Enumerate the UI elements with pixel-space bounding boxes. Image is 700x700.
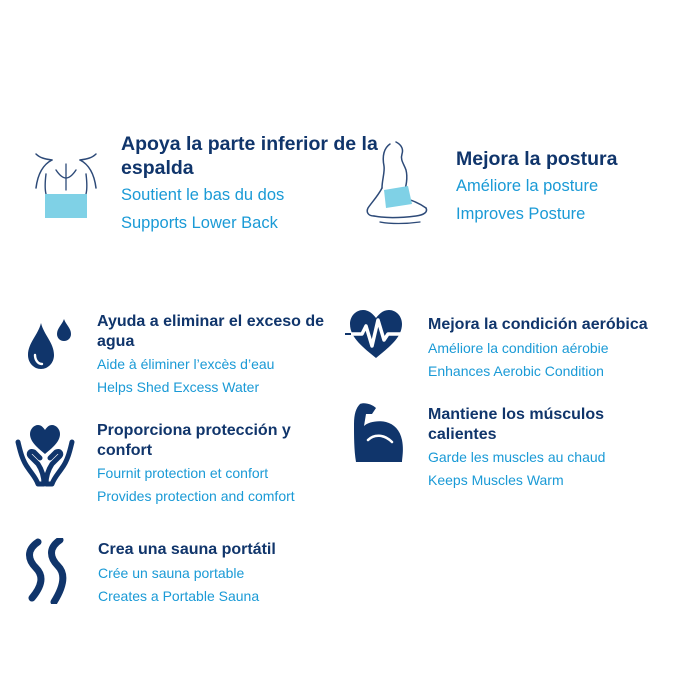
feature-text-fr: Garde les muscles au chaud bbox=[428, 449, 606, 466]
feature-text-en: Keeps Muscles Warm bbox=[428, 472, 564, 489]
feature-text-fr: Améliore la posture bbox=[456, 176, 599, 195]
feature-text-en: Provides protection and comfort bbox=[97, 488, 295, 505]
feature-title-es: Proporciona protección y confort bbox=[97, 422, 291, 459]
water-drops-icon bbox=[24, 315, 74, 371]
feature-title-es: Crea una sauna portátil bbox=[98, 541, 276, 558]
feature-title-es: Mejora la postura bbox=[456, 148, 618, 170]
feature-title-es: Mejora la condición aeróbica bbox=[428, 316, 648, 333]
hands-heart-icon bbox=[14, 418, 76, 488]
feature-text-fr: Améliore la condition aérobie bbox=[428, 339, 609, 356]
feature-title-es: Mantiene los músculos calientes bbox=[428, 406, 605, 443]
heartbeat-icon bbox=[344, 308, 408, 360]
feature-text-fr: Soutient le bas du dos bbox=[121, 185, 285, 204]
feature-text-fr: Aide à éliminer l’excès d’eau bbox=[97, 356, 275, 373]
feature-text-fr: Fournit protection et confort bbox=[97, 465, 269, 482]
feature-title-es: Apoya la parte inferior de la espalda bbox=[121, 133, 378, 179]
feature-text-en: Helps Shed Excess Water bbox=[97, 379, 260, 396]
feature-text-en: Improves Posture bbox=[456, 204, 586, 223]
feature-text-en: Creates a Portable Sauna bbox=[98, 587, 260, 604]
seated-posture-icon bbox=[360, 138, 440, 226]
feature-text-fr: Crée un sauna portable bbox=[98, 564, 245, 581]
torso-back-icon bbox=[30, 150, 102, 222]
feature-text-en: Supports Lower Back bbox=[121, 213, 278, 232]
flexed-arm-icon bbox=[348, 400, 404, 464]
steam-icon bbox=[22, 538, 72, 604]
feature-text-en: Enhances Aerobic Condition bbox=[428, 362, 604, 379]
feature-title-es: Ayuda a eliminar el exceso de agua bbox=[97, 313, 325, 350]
